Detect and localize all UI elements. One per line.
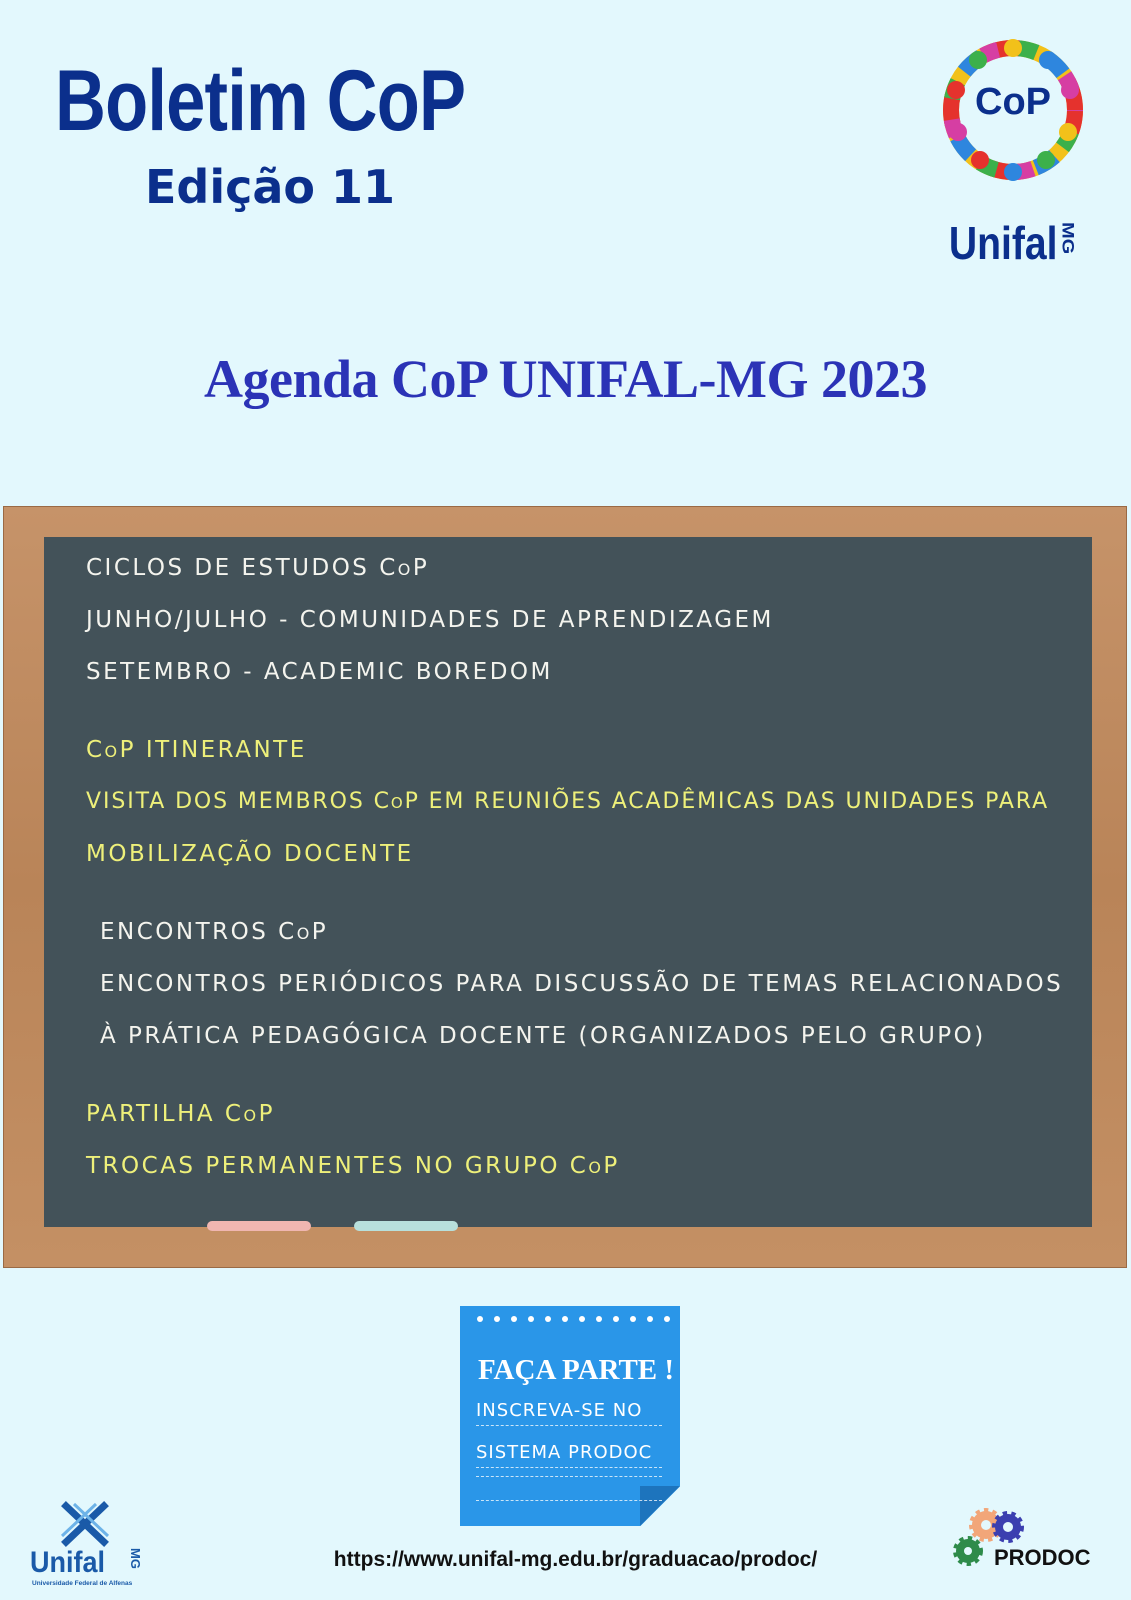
unifal-logo — [30, 1500, 150, 1590]
unifal-logo-subtitle: Universidade Federal de Alfenas — [32, 1580, 133, 1587]
unifal-cross-icon — [58, 1500, 118, 1548]
section-line: MOBILIZAÇÃO DOCENTE — [86, 841, 414, 867]
section-heading: PARTILHA CoP — [86, 1101, 275, 1127]
unifal-logo-suffix: MG — [128, 1548, 143, 1569]
section-line: SETEMBRO - ACADEMIC BOREDOM — [86, 659, 553, 685]
cop-logo-badge: CoP — [975, 81, 1051, 123]
note-line-2: SISTEMA PRODOC — [476, 1442, 662, 1468]
prodoc-logo-brand: PRODOC — [994, 1545, 1091, 1570]
note-line-1: INSCREVA-SE NO — [476, 1400, 662, 1426]
note-rule — [476, 1476, 662, 1477]
section-line: ENCONTROS PERIÓDICOS PARA DISCUSSÃO DE TEMAS RELACIONADOS — [100, 971, 1064, 997]
cop-logo-brand-name: Unifal — [948, 217, 1058, 269]
spiral-rings-icon — [475, 1312, 675, 1326]
section-heading: CICLOS DE ESTUDOS CoP — [86, 555, 430, 581]
cop-logo — [918, 30, 1108, 269]
prodoc-link[interactable]: https://www.unifal-mg.edu.br/graduacao/prodoc/ — [333, 1548, 818, 1571]
bulletin-title: Boletim CoP — [55, 53, 466, 149]
agenda-title: Agenda CoP UNIFAL-MG 2023 — [204, 349, 927, 409]
edition-label: Edição 11 — [145, 160, 396, 214]
section-heading: CoP ITINERANTE — [86, 737, 307, 763]
prodoc-logo — [952, 1505, 1112, 1575]
cop-logo-brand — [932, 216, 1094, 270]
section-line: JUNHO/JULHO - COMUNIDADES DE APRENDIZAGEM — [86, 607, 774, 633]
blue-chalk — [354, 1221, 458, 1231]
note-heading: FAÇA PARTE ! — [478, 1354, 675, 1386]
section-line: VISITA DOS MEMBROS CoP EM REUNIÕES ACADÊMICAS DAS UNIDADES PARA — [86, 789, 1050, 814]
note-rule — [476, 1500, 662, 1501]
cop-logo-brand-suffix: MG — [1058, 222, 1078, 255]
unifal-logo-brand: Unifal — [30, 1546, 106, 1579]
section-line: À PRÁTICA PEDAGÓGICA DOCENTE (ORGANIZADOS PELO GRUPO) — [100, 1023, 986, 1049]
people-circle-icon — [918, 30, 1108, 220]
section-heading: ENCONTROS CoP — [100, 919, 329, 945]
pink-chalk — [207, 1221, 311, 1231]
note-fold — [640, 1486, 680, 1526]
section-line: TROCAS PERMANENTES NO GRUPO CoP — [86, 1153, 620, 1179]
